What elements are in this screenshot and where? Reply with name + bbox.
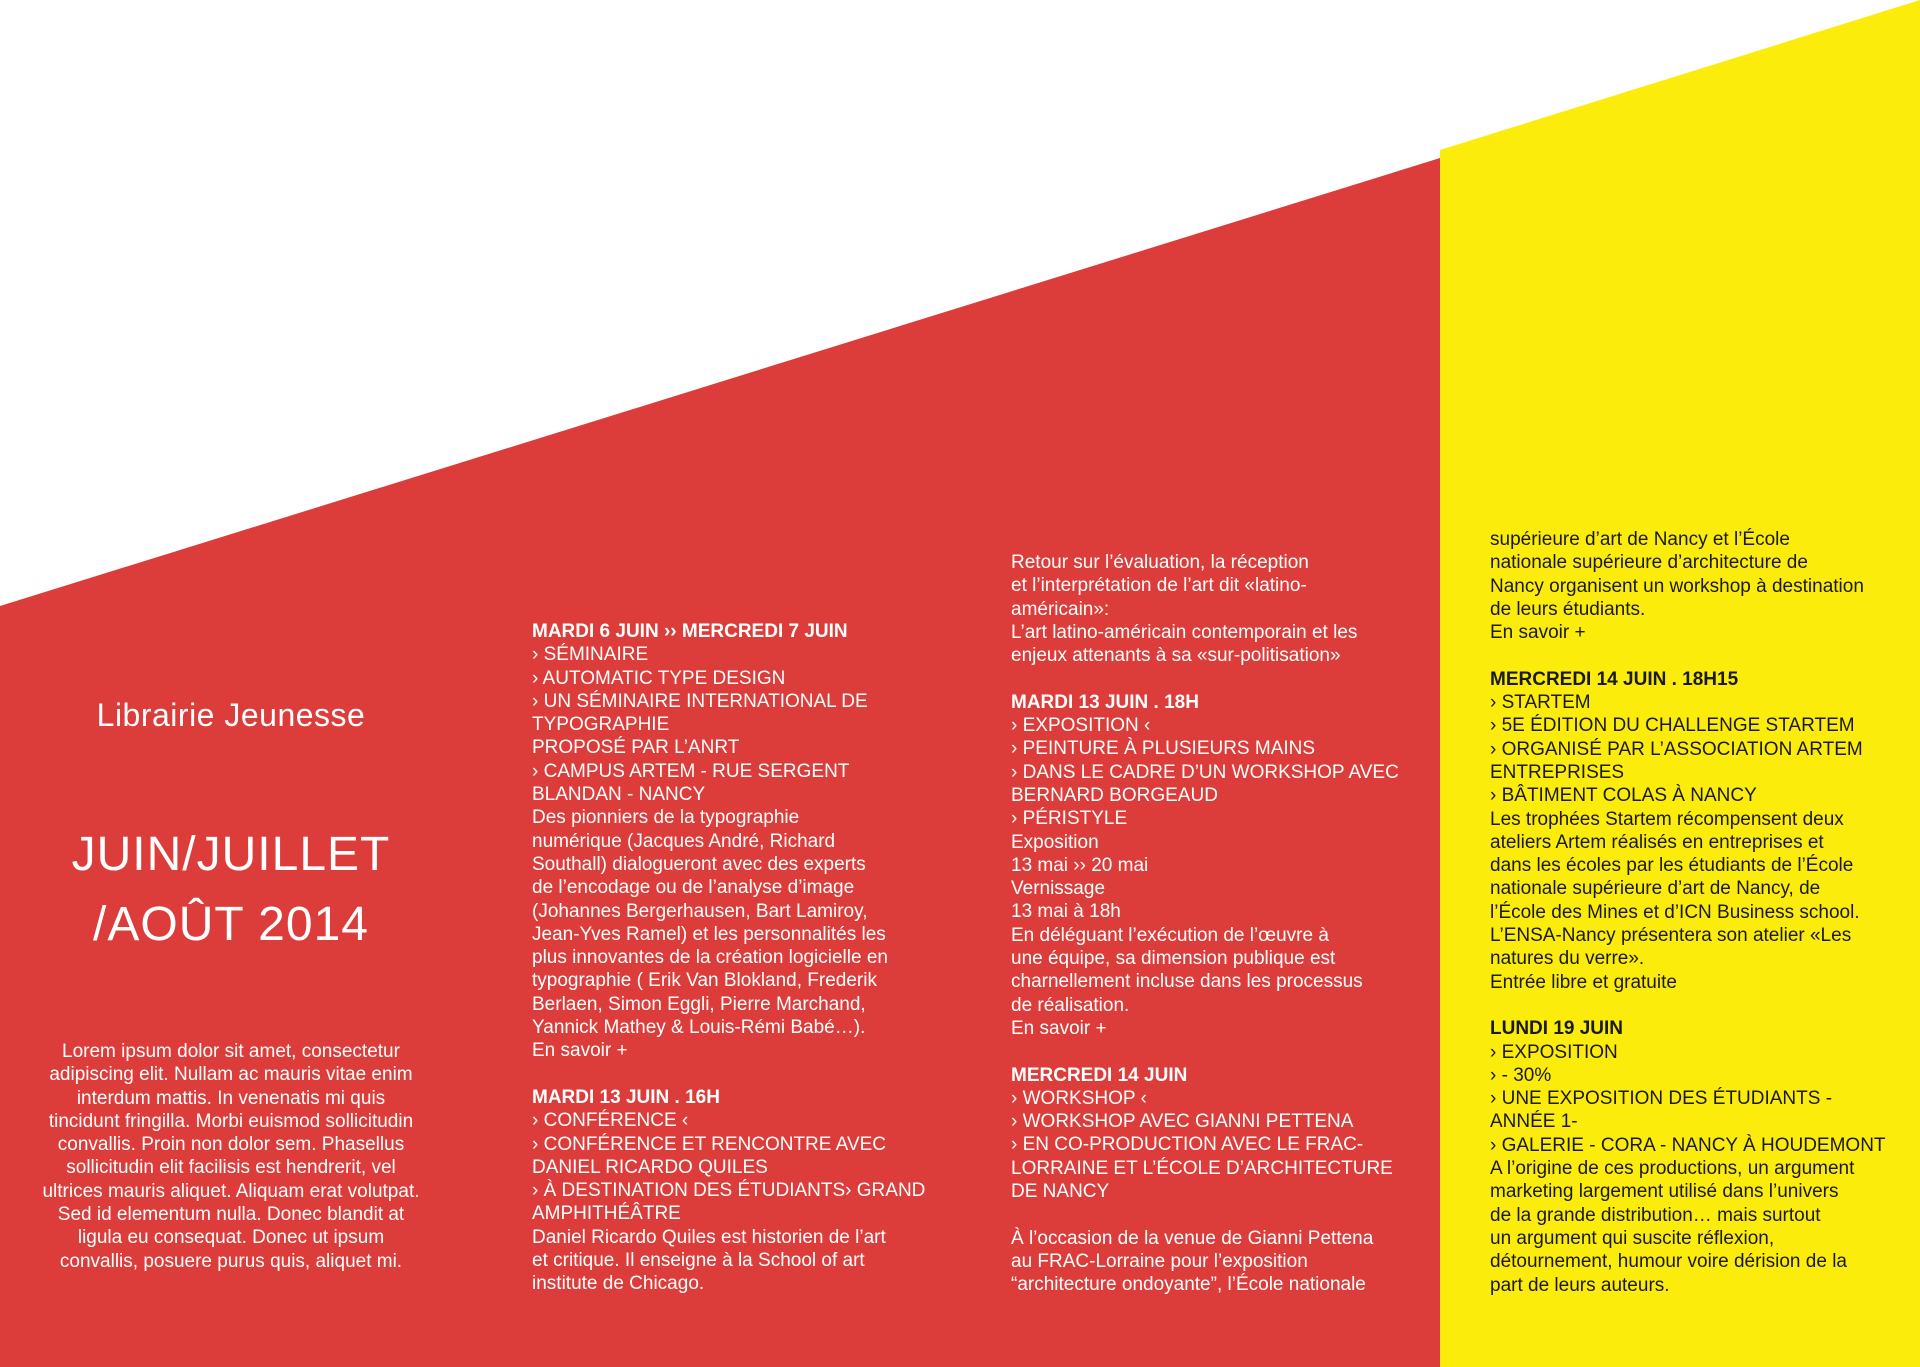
event-date: MERCREDI 14 JUIN . 18H15 [1490, 668, 1739, 690]
text-line: › UN SÉMINAIRE INTERNATIONAL DE [532, 690, 868, 712]
text-line: DANIEL RICARDO QUILES [532, 1156, 768, 1178]
text-line: marketing largement utilisé dans l’univers [1490, 1181, 1839, 1203]
text-line: “architecture ondoyante”, l’École nationale [1011, 1274, 1366, 1296]
text-line: DE NANCY [1011, 1181, 1110, 1203]
text-line: À l’occasion de la venue de Gianni Pettena [1011, 1227, 1374, 1249]
text-line: › - 30% [1490, 1064, 1552, 1086]
text-line: › WORKSHOP ‹ [1011, 1087, 1147, 1109]
event-body [1011, 1087, 1399, 1203]
text-line: › EN CO-PRODUCTION AVEC LE FRAC- [1011, 1134, 1364, 1156]
text-line: ANNÉE 1- [1490, 1111, 1578, 1133]
column-1 [532, 620, 925, 1296]
intro-paragraph: Lorem ipsum dolor sit amet, consectetur adipiscing elit. Nullam ac mauris vitae enim interdum mattis. In venenatis mi quis tincidunt fringilla. Morbi euismod sollicitudin convallis. Proin non dolor sem. Phasellus sollicitudin elit facilisis est hendrerit, vel ultrices mauris aliquet. Aliquam erat volutpat. Sed id elementum nulla. Donec blandit at ligula eu consequat. Donec ut ipsum convallis, posuere purus quis, aliquet mi. [42, 1041, 420, 1272]
text-line: plus innovantes de la création logicielle en [532, 947, 888, 969]
text-line: au FRAC-Lorraine pour l’exposition [1011, 1250, 1308, 1272]
text-line: de réalisation. [1011, 994, 1130, 1016]
text-line: et l’interprétation de l’art dit «latino- [1011, 575, 1307, 597]
text-line: de leurs étudiants. [1490, 598, 1646, 620]
season-line-2: /AOÛT 2014 [93, 898, 369, 951]
text-line: natures du verre». [1490, 948, 1645, 970]
text-line: Southall) dialogueront avec des experts [532, 853, 866, 875]
text-line: Des pionniers de la typographie [532, 807, 800, 829]
text-line: AMPHITHÉÂTRE [532, 1203, 681, 1225]
text-line: TYPOGRAPHIE [532, 714, 670, 736]
season-title [0, 820, 462, 960]
event-body [532, 643, 925, 1062]
text-line: En savoir + [1490, 622, 1586, 644]
text-line: supérieure d’art de Nancy et l’École [1490, 529, 1790, 550]
text-line: › À DESTINATION DES ÉTUDIANTS› GRAND [532, 1180, 926, 1202]
text-line: Exposition [1011, 831, 1099, 853]
text-line: LORRAINE ET L’ÉCOLE D’ARCHITECTURE [1011, 1157, 1393, 1179]
text-line: › EXPOSITION ‹ [1011, 715, 1151, 737]
text-line: › STARTEM [1490, 692, 1591, 714]
season-line-1: JUIN/JUILLET [71, 828, 391, 881]
text-line: › WORKSHOP AVEC GIANNI PETTENA [1011, 1111, 1354, 1133]
text-line: et critique. Il enseigne à la School of art [532, 1250, 865, 1272]
event-body [1490, 1041, 1886, 1297]
text-line: › DANS LE CADRE D’UN WORKSHOP AVEC [1011, 761, 1399, 783]
text-line: › PEINTURE À PLUSIEURS MAINS [1011, 738, 1316, 760]
text-line: charnellement incluse dans les processus [1011, 971, 1363, 993]
text-line: part de leurs auteurs. [1490, 1274, 1670, 1296]
event-date: MARDI 13 JUIN . 16H [532, 1086, 720, 1108]
text-line: › UNE EXPOSITION DES ÉTUDIANTS - [1490, 1088, 1833, 1110]
continued-text [1011, 551, 1399, 667]
text-line: En savoir + [532, 1040, 628, 1062]
text-line: ateliers Artem réalisés en entreprises et [1490, 831, 1824, 853]
text-line: ENTREPRISES [1490, 761, 1625, 783]
text-line: Retour sur l’évaluation, la réception [1011, 552, 1309, 573]
text-line: dans les écoles par les étudiants de l’École [1490, 855, 1854, 877]
text-line: typographie ( Erik Van Blokland, Frederik [532, 970, 877, 992]
text-line: 13 mai à 18h [1011, 901, 1121, 923]
event-body [1011, 714, 1399, 1040]
text-line: › SÉMINAIRE [532, 644, 649, 666]
text-line: BLANDAN - NANCY [532, 784, 706, 806]
text-line: En savoir + [1011, 1017, 1107, 1039]
text-line: Entrée libre et gratuite [1490, 971, 1677, 993]
event-date: MARDI 6 JUIN ›› MERCREDI 7 JUIN [532, 621, 848, 642]
event-body [1011, 1227, 1399, 1297]
text-line: l’École des Mines et d’ICN Business school. [1490, 901, 1860, 923]
text-line: › GALERIE - CORA - NANCY À HOUDEMONT [1490, 1134, 1886, 1156]
text-line: institute de Chicago. [532, 1273, 705, 1295]
text-line: › CONFÉRENCE ‹ [532, 1110, 689, 1132]
text-line: › CAMPUS ARTEM - RUE SERGENT [532, 760, 850, 782]
text-line: 13 mai ›› 20 mai [1011, 854, 1149, 876]
text-line: BERNARD BORGEAUD [1011, 784, 1218, 806]
text-line: enjeux attenants à sa «sur-politisation» [1011, 645, 1341, 667]
text-line: Nancy organisent un workshop à destination [1490, 575, 1864, 597]
continued-text [1490, 528, 1886, 644]
column-2 [1011, 551, 1399, 1297]
text-line: (Johannes Bergerhausen, Bart Lamiroy, [532, 900, 868, 922]
text-line: détournement, humour voire dérision de la [1490, 1251, 1847, 1273]
text-line: › 5E ÉDITION DU CHALLENGE STARTEM [1490, 715, 1855, 737]
text-line: Jean-Yves Ramel) et les personnalités les [532, 923, 886, 945]
text-line: › AUTOMATIC TYPE DESIGN [532, 667, 786, 689]
event-body [532, 1109, 925, 1295]
text-line: › ORGANISÉ PAR L’ASSOCIATION ARTEM [1490, 738, 1863, 760]
event-date: LUNDI 19 JUIN [1490, 1018, 1624, 1040]
text-line: › EXPOSITION [1490, 1041, 1618, 1063]
text-line: PROPOSÉ PAR L’ANRT [532, 737, 740, 759]
text-line: un argument qui suscite réflexion, [1490, 1227, 1775, 1249]
column-3 [1490, 528, 1886, 1297]
text-line: de la grande distribution… mais surtout [1490, 1204, 1821, 1226]
text-line: Yannick Mathey & Louis-Rémi Babé…). [532, 1017, 866, 1039]
text-line: américain»: [1011, 598, 1110, 620]
text-line: Vernissage [1011, 878, 1106, 900]
text-line: L’ENSA-Nancy présentera son atelier «Les [1490, 925, 1852, 947]
brand-title: Librairie Jeunesse [96, 697, 366, 733]
event-date: MERCREDI 14 JUIN [1011, 1064, 1188, 1086]
text-line: Les trophées Startem récompensent deux [1490, 808, 1844, 830]
text-line: Berlaen, Simon Eggli, Pierre Marchand, [532, 993, 866, 1015]
text-line: A l’origine de ces productions, un argument [1490, 1158, 1855, 1180]
text-line: › CONFÉRENCE ET RENCONTRE AVEC [532, 1133, 887, 1155]
text-line: nationale supérieure d’art de Nancy, de [1490, 878, 1821, 900]
event-date: MARDI 13 JUIN . 18H [1011, 691, 1199, 713]
text-line: › BÂTIMENT COLAS À NANCY [1490, 785, 1757, 807]
text-line: Daniel Ricardo Quiles est historien de l’art [532, 1226, 886, 1248]
text-line: de l’encodage ou de l’analyse d’image [532, 877, 855, 899]
text-line: En déléguant l’exécution de l’œuvre à [1011, 924, 1329, 946]
text-line: L’art latino-américain contemporain et les [1011, 621, 1358, 643]
text-line: une équipe, sa dimension publique est [1011, 948, 1336, 970]
text-line: numérique (Jacques André, Richard [532, 830, 836, 852]
event-body [1490, 691, 1886, 994]
text-line: nationale supérieure d’architecture de [1490, 552, 1808, 574]
text-line: › PÉRISTYLE [1011, 808, 1128, 830]
